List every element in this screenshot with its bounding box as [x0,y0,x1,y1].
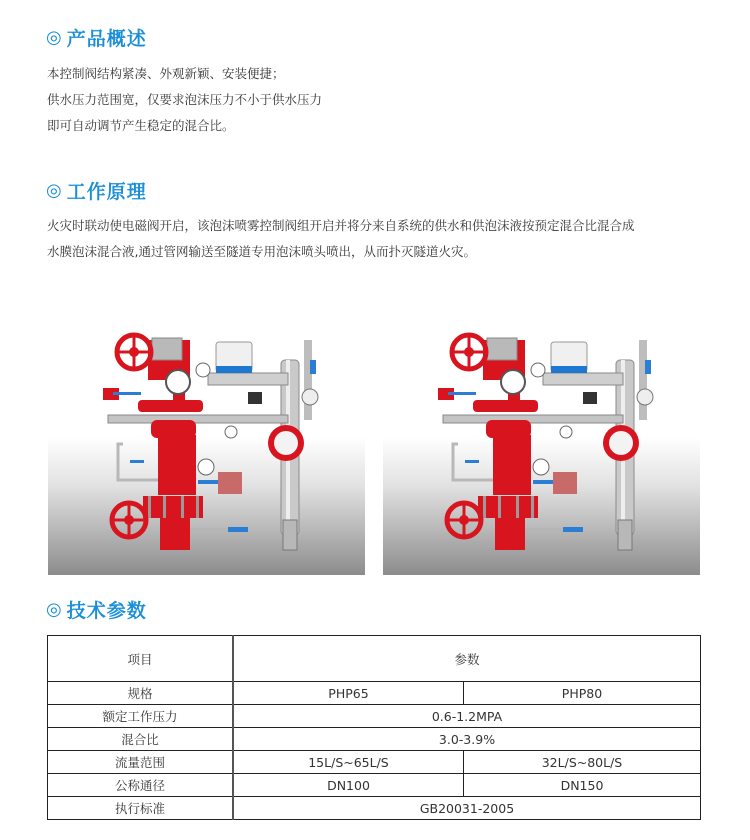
row-value: DN150 [464,774,701,797]
principle-text [47,213,635,265]
specs-title: 技术参数 [66,600,147,622]
table-row [48,728,701,751]
principle-title: 工作原理 [66,181,147,203]
product-image-2 [383,320,700,575]
header-params: 参数 [233,636,701,682]
row-label: 执行标准 [48,797,234,820]
principle-line: 水膜泡沫混合液,通过管网输送至隧道专用泡沫喷头喷出，从而扑灭隧道火灾。 [47,244,476,259]
row-value: 0.6-1.2MPA [233,705,701,728]
row-value: 3.0-3.9% [233,728,701,751]
principle-line: 火灾时联动使电磁阀开启，该泡沫喷雾控制阀组开启并将分来自系统的供水和供泡沫液按预定混合比混合成 [47,218,635,233]
row-value: 15L/S~65L/S [233,751,464,774]
overview-line: 供水压力范围宽，仅要求泡沫压力不小于供水压力 [47,92,323,107]
header-item: 项目 [48,636,234,682]
row-value: PHP65 [233,682,464,705]
table-row [48,797,701,820]
table-row [48,682,701,705]
table-row [48,774,701,797]
row-label: 公称通径 [48,774,234,797]
target-circle-icon: ◎ [46,180,63,201]
target-circle-icon: ◎ [46,27,63,48]
row-label: 规格 [48,682,234,705]
table-row [48,751,701,774]
row-label: 混合比 [48,728,234,751]
table-row [48,705,701,728]
section-title-specs [46,596,147,623]
row-value: DN100 [233,774,464,797]
product-image-1 [48,320,365,575]
overview-line: 即可自动调节产生稳定的混合比。 [47,118,235,133]
overview-text [47,61,322,139]
valve-assembly-illustration [48,320,365,575]
row-label: 额定工作压力 [48,705,234,728]
target-circle-icon: ◎ [46,599,63,620]
row-value: PHP80 [464,682,701,705]
section-title-overview [46,24,147,51]
spec-table [47,635,701,820]
table-header-row [48,636,701,682]
section-title-principle [46,177,147,204]
row-label: 流量范围 [48,751,234,774]
valve-assembly-illustration [383,320,700,575]
row-value: 32L/S~80L/S [464,751,701,774]
overview-line: 本控制阀结构紧凑、外观新颖、安装便捷； [47,66,285,81]
overview-title: 产品概述 [66,28,147,50]
row-value: GB20031-2005 [233,797,701,820]
